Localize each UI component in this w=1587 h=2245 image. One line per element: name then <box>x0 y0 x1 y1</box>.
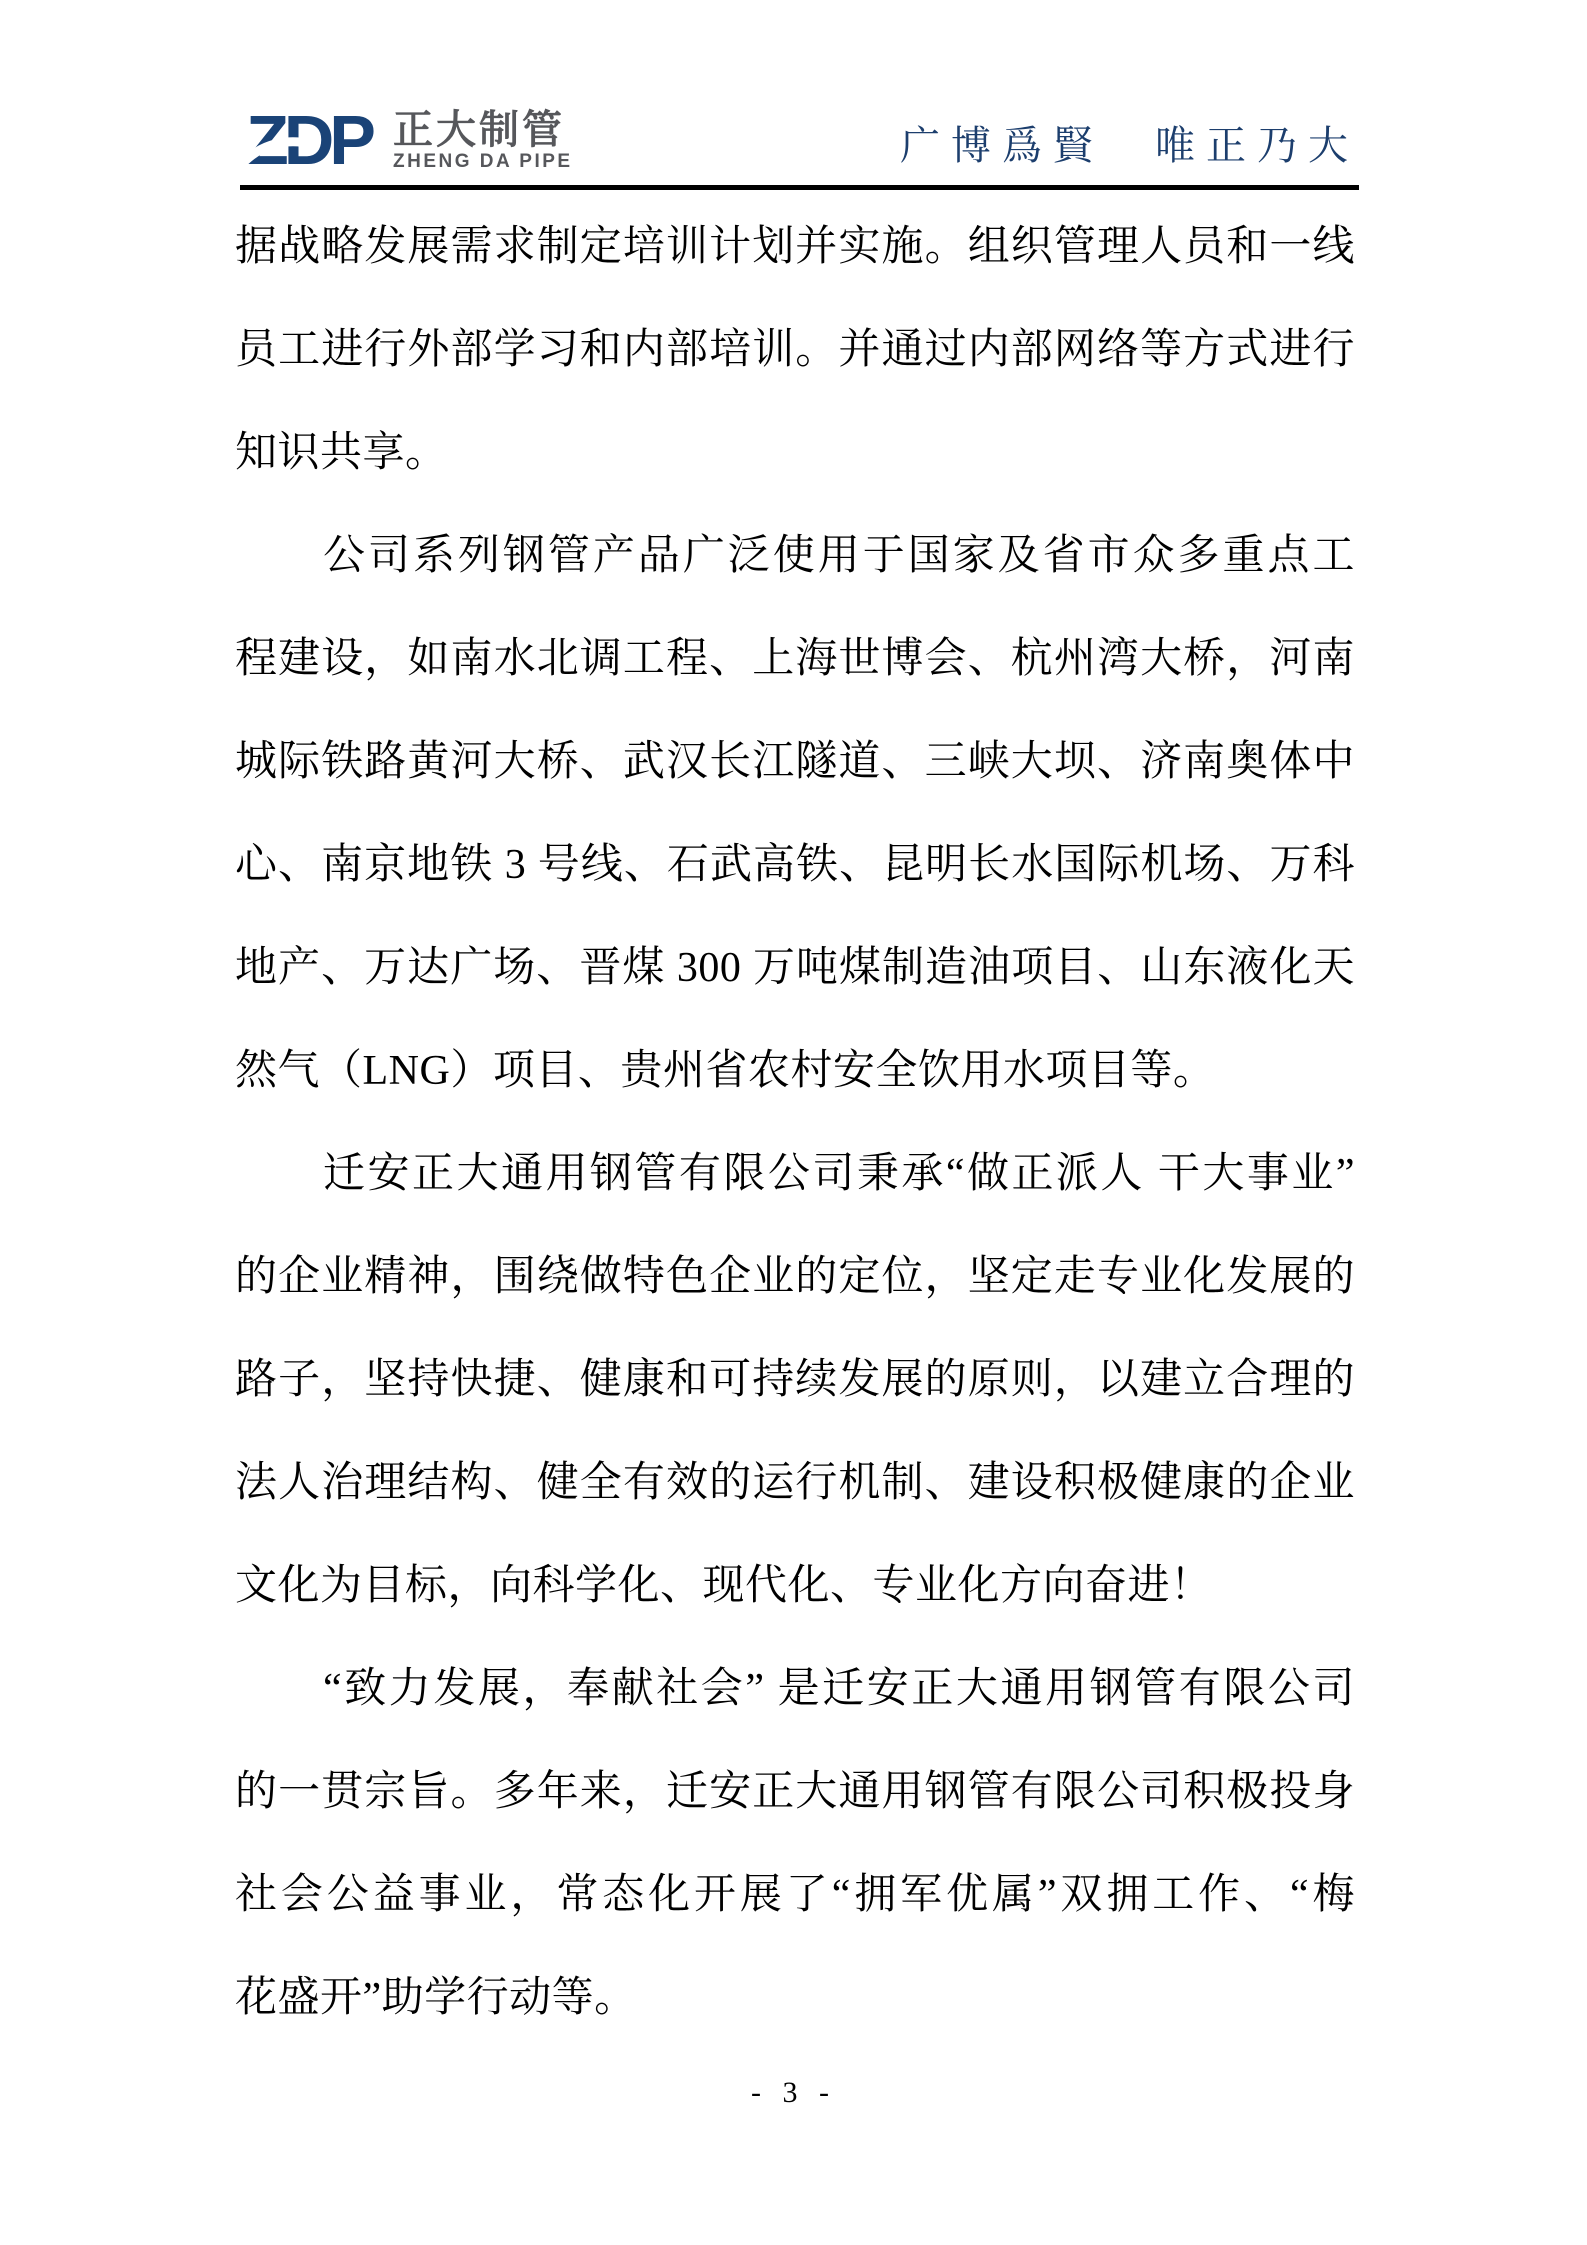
page-number: - 3 - <box>751 2076 836 2109</box>
company-name-chinese: 正大制管 <box>393 108 565 152</box>
header-divider <box>240 185 1359 190</box>
body-line: 据战略发展需求制定培训计划并实施。组织管理人员和一线 <box>235 224 1355 270</box>
body-line: 文化为目标，向科学化、现代化、专业化方向奋进！ <box>235 1563 1213 1609</box>
body-line: 员工进行外部学习和内部培训。并通过内部网络等方式进行 <box>235 327 1355 373</box>
body-line: 法人治理结构、健全有效的运行机制、建设积极健康的企业 <box>235 1460 1355 1506</box>
logo-abbr-text: ZDP <box>246 101 371 179</box>
body-line: 心、南京地铁 3 号线、石武高铁、昆明长水国际机场、万科 <box>235 842 1355 888</box>
body-line: 花盛开”助学行动等。 <box>235 1975 637 2021</box>
body-line: 地产、万达广场、晋煤 300 万吨煤制造油项目、山东液化天 <box>235 945 1355 991</box>
company-motto: 广博爲賢 唯正乃大 <box>900 123 1359 168</box>
zdp-logo-icon <box>246 101 371 179</box>
body-line: 迁安正大通用钢管有限公司秉承“做正派人 干大事业” <box>323 1151 1355 1197</box>
body-line: 的一贯宗旨。多年来，迁安正大通用钢管有限公司积极投身 <box>235 1769 1355 1815</box>
document-body <box>235 196 1355 2050</box>
body-line: “致力发展，奉献社会” 是迁安正大通用钢管有限公司 <box>323 1666 1355 1712</box>
body-line: 城际铁路黄河大桥、武汉长江隧道、三峡大坝、济南奥体中 <box>235 739 1355 785</box>
logo-names <box>393 110 573 173</box>
body-line: 知识共享。 <box>235 430 448 476</box>
body-line: 的企业精神，围绕做特色企业的定位，坚定走专业化发展的 <box>235 1254 1355 1300</box>
body-line: 路子，坚持快捷、健康和可持续发展的原则，以建立合理的 <box>235 1357 1355 1403</box>
company-name-english: ZHENG DA PIPE <box>393 151 573 172</box>
body-line: 然气（LNG）项目、贵州省农村安全饮用水项目等。 <box>235 1048 1216 1094</box>
page-header <box>0 0 1587 186</box>
body-line: 社会公益事业，常态化开展了“拥军优属”双拥工作、“梅 <box>235 1872 1355 1918</box>
body-line: 程建设，如南水北调工程、上海世博会、杭州湾大桥，河南 <box>235 636 1355 682</box>
company-logo <box>246 101 573 179</box>
body-line: 公司系列钢管产品广泛使用于国家及省市众多重点工 <box>323 533 1355 579</box>
